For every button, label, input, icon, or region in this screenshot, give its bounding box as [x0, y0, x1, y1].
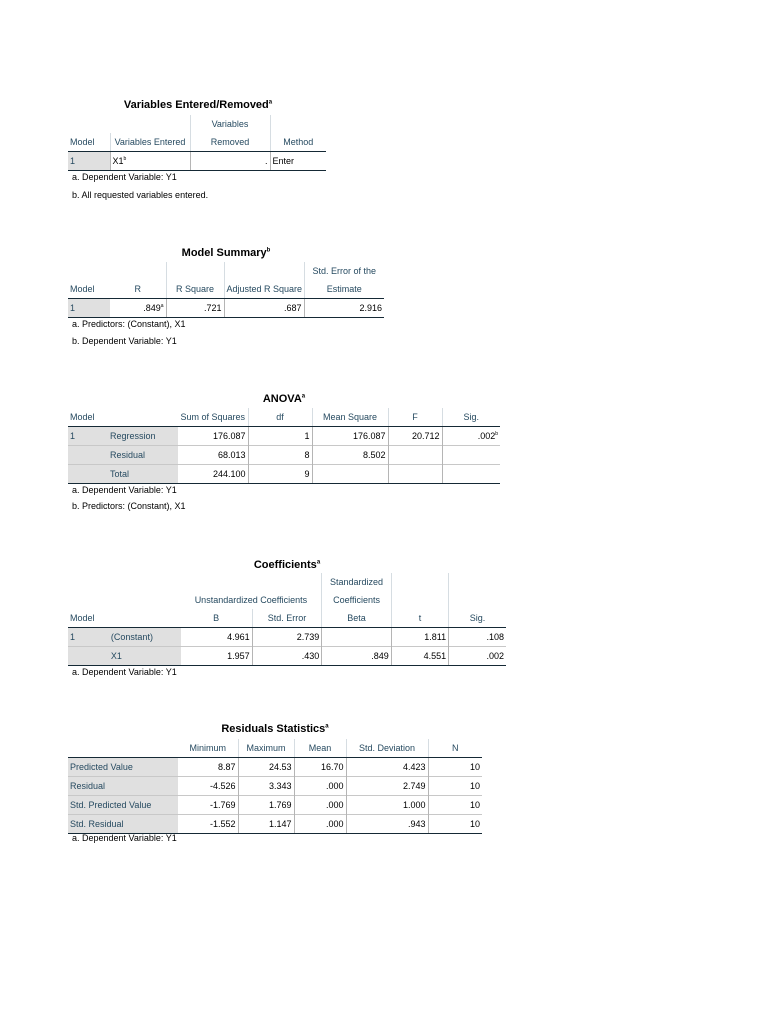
- header-sig: Sig.: [449, 609, 506, 628]
- header-blank: [449, 591, 506, 609]
- variables-entered-table: [68, 115, 326, 171]
- header-blank: [166, 262, 224, 280]
- row-label: X1: [109, 647, 181, 666]
- header-beta: Beta: [322, 609, 392, 628]
- model-summary-table: [68, 262, 384, 318]
- sig-cell: .108: [449, 628, 506, 647]
- sig-cell: [442, 427, 500, 446]
- footnote: a. Dependent Variable: Y1: [72, 667, 177, 677]
- header-entered: Variables Entered: [110, 133, 190, 152]
- header-f: F: [388, 408, 442, 427]
- header-ss: Sum of Squares: [178, 408, 248, 427]
- min-cell: -4.526: [178, 777, 238, 796]
- sig-cell: [442, 465, 500, 484]
- header-blank: [449, 573, 506, 591]
- mean-cell: .000: [294, 777, 346, 796]
- header-blank: [68, 739, 178, 758]
- header-adj-r-square: Adjusted R Square: [224, 280, 304, 299]
- header-blank: [391, 591, 448, 609]
- row-label: Regression: [108, 427, 178, 446]
- header-std-coef-2: Coefficients: [322, 591, 392, 609]
- entered-cell: [110, 152, 190, 171]
- header-blank: [391, 573, 448, 591]
- anova-title: [68, 393, 500, 405]
- coefficients-title-text: Coefficients: [253, 559, 317, 571]
- table-row: [68, 465, 500, 484]
- ss-cell: 244.100: [178, 465, 248, 484]
- mean-cell: .000: [294, 815, 346, 834]
- header-blank: [68, 573, 109, 591]
- model-summary-title-sup: b: [266, 247, 271, 254]
- df-cell: 1: [248, 427, 312, 446]
- mean-cell: .000: [294, 796, 346, 815]
- model-number-blank: [68, 465, 108, 484]
- header-unstd: Unstandardized Coefficients: [194, 594, 308, 605]
- header-method: Method: [270, 133, 326, 152]
- sd-cell: 2.749: [346, 777, 428, 796]
- table-row: [68, 815, 482, 834]
- footnote: b. Dependent Variable: Y1: [72, 336, 177, 346]
- adj-r-square-cell: .687: [224, 299, 304, 318]
- table-row: [68, 628, 506, 647]
- header-std-error: Std. Error: [252, 609, 322, 628]
- variables-entered-title-text: Variables Entered/Removed: [123, 99, 269, 111]
- model-number-blank: [68, 647, 109, 666]
- header-removed-1: Variables: [190, 115, 270, 133]
- n-cell: 10: [428, 815, 482, 834]
- footnote: a. Dependent Variable: Y1: [72, 172, 177, 182]
- coefficients-title-sup: a: [316, 559, 321, 566]
- model-summary-title: [68, 247, 384, 259]
- sig-value: .002: [477, 430, 496, 441]
- header-removed-2: Removed: [190, 133, 270, 152]
- footnote: a. Dependent Variable: Y1: [72, 833, 177, 843]
- t-cell: 1.811: [391, 628, 448, 647]
- sig-cell: [442, 446, 500, 465]
- b-cell: 4.961: [227, 631, 250, 642]
- model-number: 1: [68, 152, 110, 171]
- entered-value: X1: [112, 155, 124, 166]
- std-error-cell: 2.739: [252, 628, 322, 647]
- table-row: [68, 446, 500, 465]
- coefficients-title: [68, 559, 506, 571]
- n-cell: 10: [428, 796, 482, 815]
- coefficients-table: [68, 573, 506, 666]
- header-sig: Sig.: [442, 408, 500, 427]
- r-cell: [110, 299, 166, 318]
- residuals-title-text: Residuals Statistics: [221, 723, 326, 735]
- header-mean: Mean: [294, 739, 346, 758]
- row-label: Residual: [108, 446, 178, 465]
- df-cell: 9: [248, 465, 312, 484]
- header-blank: [224, 262, 304, 280]
- header-blank: [270, 115, 326, 133]
- anova-table: [68, 408, 500, 484]
- header-r: R: [110, 280, 166, 299]
- removed-cell: .: [190, 152, 270, 171]
- beta-cell: [322, 628, 392, 647]
- residuals-table: [68, 739, 482, 834]
- header-blank: [110, 115, 190, 133]
- residuals-title: [68, 723, 482, 735]
- residuals-title-sup: a: [325, 723, 329, 730]
- header-df: df: [248, 408, 312, 427]
- header-blank: [68, 262, 110, 280]
- row-label: Std. Residual: [68, 815, 178, 834]
- sd-cell: 4.423: [346, 758, 428, 777]
- r-value: .849: [143, 302, 161, 313]
- method-cell: Enter: [270, 152, 326, 171]
- row-label: Std. Predicted Value: [68, 796, 178, 815]
- model-number: 1: [68, 427, 108, 446]
- header-std-err-1: Std. Error of the: [304, 262, 384, 280]
- sd-cell: 1.000: [346, 796, 428, 815]
- table-row: [68, 427, 500, 446]
- b-cell: 1.957: [181, 647, 253, 666]
- header-ms: Mean Square: [312, 408, 388, 427]
- min-cell: 8.87: [217, 761, 236, 772]
- sig-sup: b: [495, 430, 498, 437]
- footnote: b. Predictors: (Constant), X1: [72, 501, 186, 511]
- ms-cell: [312, 465, 388, 484]
- table-row: [68, 758, 482, 777]
- table-row: [68, 777, 482, 796]
- ss-cell: 68.013: [178, 446, 248, 465]
- model-summary-title-text: Model Summary: [181, 247, 267, 259]
- header-blank: [109, 609, 181, 628]
- ms-cell: 8.502: [312, 446, 388, 465]
- footnote: a. Predictors: (Constant), X1: [72, 319, 186, 329]
- n-cell: 10: [428, 777, 482, 796]
- row-label: (Constant): [109, 628, 181, 647]
- header-std-coef-1: Standardized: [322, 573, 392, 591]
- header-n: N: [428, 739, 482, 758]
- header-blank: [68, 115, 110, 133]
- r-sup: a: [160, 302, 164, 309]
- sig-cell: .002: [449, 647, 506, 666]
- table-row: [68, 796, 482, 815]
- n-cell: 10: [428, 758, 482, 777]
- header-model: Model: [68, 609, 109, 628]
- header-max: Maximum: [238, 739, 294, 758]
- header-blank: [252, 573, 322, 591]
- header-blank: [108, 408, 178, 427]
- max-cell: 3.343: [238, 777, 294, 796]
- mean-cell: 16.70: [294, 758, 346, 777]
- row-label: Predicted Value: [68, 758, 178, 777]
- header-blank: [109, 573, 181, 591]
- header-b: B: [181, 609, 253, 628]
- model-number: 1: [68, 299, 110, 318]
- header-blank: [109, 591, 181, 609]
- header-sd: Std. Deviation: [346, 739, 428, 758]
- df-cell: 8: [248, 446, 312, 465]
- header-blank: [181, 573, 253, 591]
- sd-cell: .943: [346, 815, 428, 834]
- header-blank: [110, 262, 166, 280]
- row-label: Residual: [68, 777, 178, 796]
- min-cell: -1.552: [178, 815, 238, 834]
- header-min: Minimum: [178, 739, 238, 758]
- row-label: Total: [108, 465, 178, 484]
- table-row: [68, 647, 506, 666]
- min-cell: -1.769: [178, 796, 238, 815]
- header-model: Model: [68, 408, 108, 427]
- f-cell: [388, 446, 442, 465]
- max-cell: 1.769: [238, 796, 294, 815]
- header-model: Model: [68, 133, 110, 152]
- entered-sup: b: [123, 155, 127, 162]
- footnote: b. All requested variables entered.: [72, 190, 209, 200]
- r-square-cell: .721: [166, 299, 224, 318]
- max-cell: 1.147: [238, 815, 294, 834]
- std-error-cell: .430: [252, 647, 322, 666]
- beta-cell: .849: [322, 647, 392, 666]
- variables-entered-title: [70, 99, 326, 111]
- model-number: 1: [68, 628, 109, 647]
- f-cell: 20.712: [388, 427, 442, 446]
- ms-cell: 176.087: [312, 427, 388, 446]
- ss-cell: 176.087: [212, 430, 246, 441]
- header-std-err-2: Estimate: [304, 280, 384, 299]
- std-err-cell: 2.916: [304, 299, 384, 318]
- max-cell: 24.53: [238, 758, 294, 777]
- t-cell: 4.551: [391, 647, 448, 666]
- variables-entered-title-sup: a: [268, 99, 273, 106]
- anova-title-sup: a: [301, 393, 306, 400]
- f-cell: [388, 465, 442, 484]
- footnote: a. Dependent Variable: Y1: [72, 485, 177, 495]
- header-t: t: [391, 609, 448, 628]
- header-r-square: R Square: [166, 280, 224, 299]
- table-row: [68, 299, 384, 318]
- header-model: Model: [68, 280, 110, 299]
- table-row: [68, 152, 326, 171]
- header-blank: [68, 591, 109, 609]
- model-number-blank: [68, 446, 108, 465]
- anova-title-text: ANOVA: [262, 393, 302, 405]
